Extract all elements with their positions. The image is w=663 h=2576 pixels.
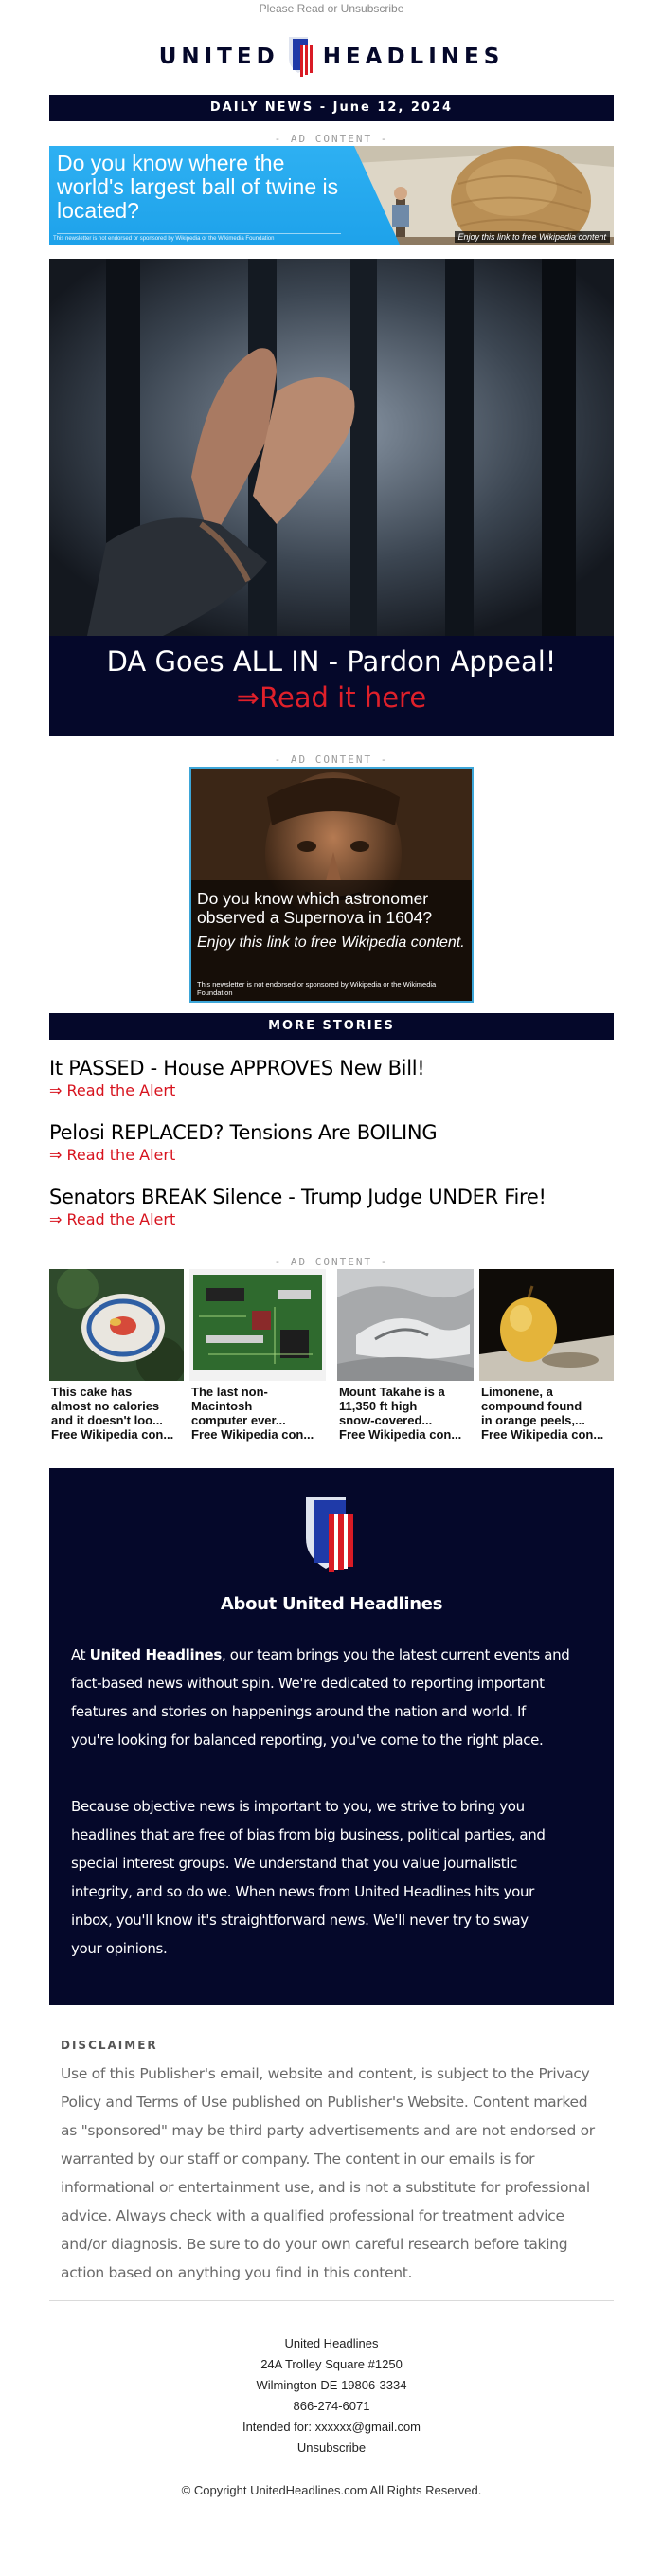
twine-question: Do you know where the world's largest ball of twine is located? [57,151,339,223]
disclaimer-line: as "sponsored" may be third party advertisements and are not endorsed or [61,2122,595,2139]
brand-left-word: UNITED [158,45,279,69]
prisoner-hands-on-bars-photo [49,259,614,636]
hero-story[interactable] [49,259,614,736]
about-title: About United Headlines [220,1594,443,1614]
story-read-link[interactable]: ⇒ Read the Alert [49,1210,176,1228]
footer-address [0,2333,663,2458]
tile-title-line: Limonene, a [481,1385,553,1399]
astronomer-link[interactable]: Enjoy this link to free Wikipedia content. [197,934,465,951]
disclaimer-line: informational or entertainment use, and is not a substitute for professional [61,2179,590,2196]
disclaimer-body [61,2059,614,2287]
circuit-board-photo [189,1269,326,1381]
footer-copyright: © Copyright UnitedHeadlines.com All Rights Reserved. [181,2483,482,2497]
tile-title-line: and it doesn't loo... [51,1413,163,1427]
brand-logo[interactable] [0,19,663,95]
shield-flag-icon [287,35,315,79]
tile-title-line: Macintosh [191,1399,253,1413]
shield-flag-icon [304,1495,361,1574]
disclaimer-heading: DISCLAIMER [61,2039,158,2052]
tile-source: Free Wikipedia con... [191,1427,314,1442]
astronomer-ad[interactable] [189,767,474,1003]
story-read-link[interactable]: ⇒ Read the Alert [49,1081,176,1099]
hero-read-link[interactable]: ⇒Read it here [236,681,427,714]
cake-plate-photo [49,1269,184,1381]
about-section [49,1468,614,2005]
brand-right-word: HEADLINES [322,45,505,69]
ad-disclaimer: This newsletter is not endorsed or sponsored by Wikipedia or the Wikimedia Foundation [53,236,275,242]
story-title[interactable]: Senators BREAK Silence - Trump Judge UNDER Fire! [49,1186,547,1208]
date-banner: DAILY NEWS - June 12, 2024 [49,95,614,121]
tile-title-line: in orange peels,... [481,1413,585,1427]
disclaimer-line: Use of this Publisher's email, website and content, is subject to the Privacy [61,2065,590,2082]
astronomer-question: Do you know which astronomer observed a Supernova in 1604? [197,889,433,927]
ad-caption: Enjoy this link to free Wikipedia content [455,231,611,243]
more-stories-heading: MORE STORIES [49,1013,614,1040]
about-text: At [71,1646,90,1663]
about-text: your opinions. [71,1940,168,1957]
footer-street: 24A Trolley Square #1250 [260,2357,403,2371]
hero-headline[interactable]: DA Goes ALL IN - Pardon Appeal! [106,645,557,678]
about-text: integrity, and so do we. When news from United Headlines hits your [71,1883,534,1900]
story-title[interactable]: Pelosi REPLACED? Tensions Are BOILING [49,1121,438,1144]
tile-cake[interactable] [49,1269,184,1442]
disclaimer-line: Policy and Terms of Use published on Publisher's Website. Content marked [61,2094,588,2111]
twine-ad[interactable] [49,146,614,245]
tile-title-line: Mount Takahe is a [339,1385,445,1399]
ad-label: - AD CONTENT - [274,753,389,766]
story-title[interactable]: It PASSED - House APPROVES New Bill! [49,1057,425,1079]
about-paragraph-2 [71,1792,597,1963]
about-paragraph-1 [71,1641,597,1754]
about-text: features and stories on happenings around the nation and world. If [71,1703,526,1720]
tile-source: Free Wikipedia con... [339,1427,462,1442]
tile-limonene[interactable] [479,1269,614,1442]
ad-divider [57,233,341,234]
story-item[interactable] [49,1184,614,1229]
story-item[interactable] [49,1055,614,1100]
about-text: you're looking for balanced reporting, you've come to the right place. [71,1732,544,1749]
tile-title-line: This cake has [51,1385,133,1399]
disclaimer-section [49,2039,614,2287]
ad-label: - AD CONTENT - [274,133,389,145]
lemon-still-life-photo [479,1269,614,1381]
footer-intended: Intended for: xxxxxx@gmail.com [242,2420,421,2434]
mountain-aerial-photo [337,1269,474,1381]
twine-ball-illustration [354,146,614,245]
ad-label: - AD CONTENT - [274,1256,389,1268]
about-text: Because objective news is important to you, we strive to bring you [71,1798,525,1815]
story-read-link[interactable]: ⇒ Read the Alert [49,1146,176,1164]
twine-ball-photo [354,146,614,245]
tile-computer[interactable] [189,1269,326,1442]
footer-company: United Headlines [284,2336,379,2350]
about-text: inbox, you'll know it's straightforward news. We'll never try to sway [71,1912,529,1929]
disclaimer-line: and/or diagnosis. Be sure to do your own careful research before taking [61,2236,568,2253]
about-text: , our team brings you the latest current events and [221,1646,570,1663]
tile-mountain[interactable] [337,1269,474,1442]
tile-title-line: 11,350 ft high [339,1399,418,1413]
tile-title-line: snow-covered... [339,1413,433,1427]
wikipedia-tiles [49,1269,614,1459]
disclaimer-line: warranted by our staff or company. The content in our emails is for [61,2150,535,2168]
footer-unsubscribe-link[interactable]: Unsubscribe [296,2440,367,2455]
top-unsubscribe-link[interactable]: Please Read or Unsubscribe [259,2,404,15]
tile-title-line: almost no calories [51,1399,160,1413]
about-text: headlines that are free of bias from big business, political parties, and [71,1826,546,1843]
tile-source: Free Wikipedia con... [481,1427,604,1442]
tile-title-line: computer ever... [191,1413,286,1427]
tile-title-line: compound found [481,1399,582,1413]
about-text: fact-based news without spin. We're dedicated to reporting important [71,1675,545,1692]
about-brand: United Headlines [89,1646,222,1663]
footer-city: Wilmington DE 19806-3334 [256,2378,407,2392]
footer-phone: 866-274-6071 [293,2399,370,2413]
ad-disclaimer: This newsletter is not endorsed or sponsored by Wikipedia or the Wikimedia Foundation [197,980,437,997]
tile-title-line: The last non- [191,1385,268,1399]
about-text: special interest groups. We understand that you value journalistic [71,1855,517,1872]
tile-source: Free Wikipedia con... [51,1427,174,1442]
disclaimer-line: action based on anything you find in this content. [61,2264,413,2281]
story-item[interactable] [49,1119,614,1165]
disclaimer-line: advice. Always check with a qualified professional for treatment advice [61,2207,564,2224]
